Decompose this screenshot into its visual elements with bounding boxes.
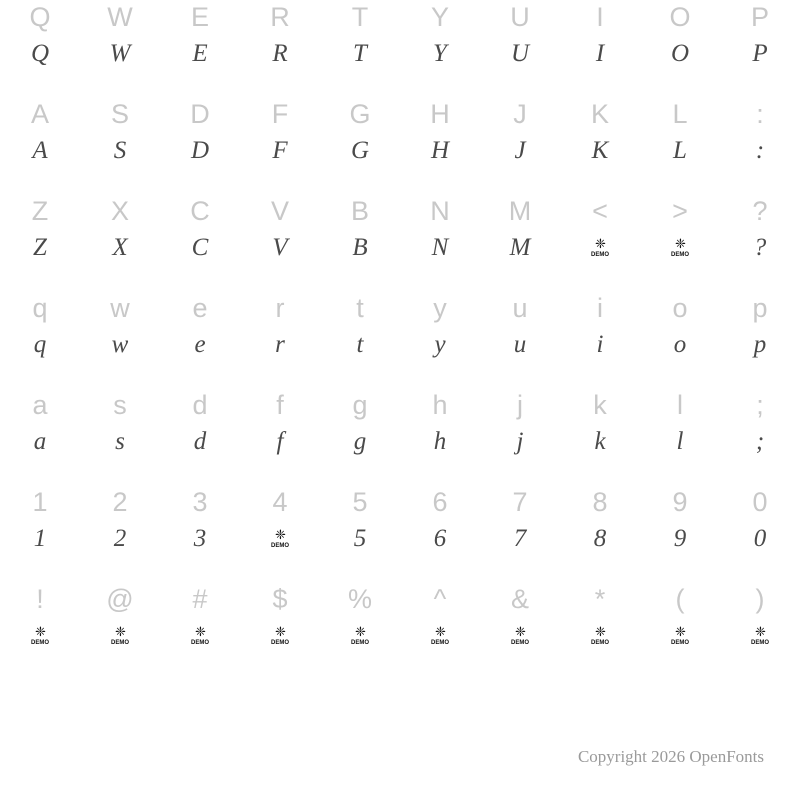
sample-character: o [673, 331, 687, 358]
glyph-cell [240, 0, 320, 97]
sample-character: p [753, 331, 767, 358]
sample-character: s [115, 428, 125, 455]
flower-icon: ❈ [595, 236, 605, 251]
sample-character: t [356, 331, 364, 358]
sample-character: P [752, 40, 768, 67]
glyph-cell [0, 0, 80, 97]
glyph-cell [400, 97, 480, 194]
sample-character: 1 [33, 525, 47, 552]
sample-character: T [353, 40, 367, 67]
glyph-cell [320, 291, 400, 388]
key-character: Z [31, 196, 49, 226]
glyph-cell [400, 485, 480, 582]
demo-label: DEMO [511, 640, 529, 646]
key-character: $ [272, 584, 288, 614]
key-character: K [590, 99, 609, 129]
key-character: V [270, 196, 289, 226]
demo-watermark [560, 624, 640, 647]
key-character: A [30, 99, 49, 129]
key-character: I [596, 2, 604, 32]
key-character: G [349, 99, 371, 129]
key-character: B [350, 196, 369, 226]
glyph-cell [720, 582, 800, 679]
glyph-cell [160, 485, 240, 582]
demo-watermark [160, 624, 240, 647]
glyph-cell [480, 0, 560, 97]
glyph-cell [640, 291, 720, 388]
key-character: ? [752, 196, 768, 226]
demo-label: DEMO [591, 640, 609, 646]
key-character: 3 [192, 487, 208, 517]
glyph-cell [720, 485, 800, 582]
glyph-cell [640, 388, 720, 485]
demo-label: DEMO [671, 640, 689, 646]
sample-character: J [514, 137, 526, 164]
glyph-cell [560, 582, 640, 679]
key-character: E [190, 2, 209, 32]
sample-character: i [596, 331, 604, 358]
glyph-cell [400, 291, 480, 388]
glyph-cell [640, 582, 720, 679]
sample-character: f [276, 428, 284, 455]
key-character: D [190, 99, 210, 129]
key-character: 1 [32, 487, 48, 517]
flower-icon: ❈ [195, 624, 205, 639]
key-character: ! [36, 584, 44, 614]
flower-icon: ❈ [275, 527, 285, 542]
glyph-cell [480, 388, 560, 485]
flower-icon: ❈ [115, 624, 125, 639]
key-character: J [513, 99, 527, 129]
key-character: t [356, 293, 364, 323]
glyph-cell [400, 582, 480, 679]
key-character: Y [430, 2, 449, 32]
key-character: H [430, 99, 450, 129]
sample-character: r [275, 331, 285, 358]
glyph-cell [80, 582, 160, 679]
demo-label: DEMO [431, 640, 449, 646]
sample-character: M [509, 234, 531, 261]
glyph-cell [320, 0, 400, 97]
demo-watermark [640, 624, 720, 647]
glyph-cell [240, 97, 320, 194]
key-character: R [270, 2, 290, 32]
glyph-cell [0, 582, 80, 679]
key-character: < [592, 196, 608, 226]
flower-icon: ❈ [275, 624, 285, 639]
demo-watermark [480, 624, 560, 647]
key-character: X [110, 196, 129, 226]
key-character: T [351, 2, 369, 32]
key-character: 7 [512, 487, 528, 517]
glyph-cell [720, 388, 800, 485]
glyph-cell [480, 194, 560, 291]
demo-label: DEMO [591, 252, 609, 258]
sample-character: e [194, 331, 206, 358]
glyph-cell [240, 485, 320, 582]
glyph-cell [160, 97, 240, 194]
glyph-cell [80, 97, 160, 194]
key-character: O [669, 2, 691, 32]
key-character: j [517, 390, 523, 420]
glyph-cell [0, 97, 80, 194]
demo-watermark [640, 236, 720, 259]
glyph-cell [0, 485, 80, 582]
glyph-cell [160, 194, 240, 291]
key-character: % [347, 584, 372, 614]
glyph-cell [320, 582, 400, 679]
flower-icon: ❈ [35, 624, 45, 639]
flower-icon: ❈ [595, 624, 605, 639]
sample-character: 2 [113, 525, 127, 552]
key-character: e [192, 293, 208, 323]
key-character: 5 [352, 487, 368, 517]
flower-icon: ❈ [355, 624, 365, 639]
sample-character: F [272, 137, 288, 164]
sample-character: G [350, 137, 370, 164]
sample-character: g [353, 428, 367, 455]
glyph-cell [720, 291, 800, 388]
glyph-cell [0, 194, 80, 291]
key-character: a [32, 390, 48, 420]
demo-label: DEMO [271, 543, 289, 549]
flower-icon: ❈ [755, 624, 765, 639]
sample-character: 0 [753, 525, 767, 552]
glyph-cell [640, 0, 720, 97]
glyph-cell [80, 291, 160, 388]
glyph-cell [560, 0, 640, 97]
glyph-cell [320, 388, 400, 485]
demo-label: DEMO [191, 640, 209, 646]
sample-character: Y [433, 40, 447, 67]
sample-character: B [352, 234, 368, 261]
key-character: y [433, 293, 447, 323]
glyph-cell [0, 388, 80, 485]
sample-character: C [191, 234, 209, 261]
sample-character: 7 [513, 525, 527, 552]
glyph-cell [720, 0, 800, 97]
sample-character: 8 [593, 525, 607, 552]
sample-character: Z [33, 234, 47, 261]
key-character: : [756, 99, 764, 129]
key-character: ; [756, 390, 764, 420]
sample-character: L [673, 137, 687, 164]
glyph-cell [480, 582, 560, 679]
glyph-cell [80, 0, 160, 97]
key-character: * [594, 584, 606, 614]
key-character: U [510, 2, 530, 32]
key-character: > [672, 196, 688, 226]
key-character: C [190, 196, 210, 226]
glyph-cell [240, 582, 320, 679]
sample-character: S [113, 137, 127, 164]
key-character: 9 [672, 487, 688, 517]
glyph-cell [560, 291, 640, 388]
glyph-cell [240, 291, 320, 388]
sample-character: 5 [353, 525, 367, 552]
sample-character: w [111, 331, 129, 358]
glyph-cell [560, 388, 640, 485]
glyph-cell [80, 194, 160, 291]
glyph-cell [320, 97, 400, 194]
sample-character: E [192, 40, 208, 67]
glyph-cell [160, 582, 240, 679]
sample-character: d [193, 428, 207, 455]
sample-character: a [33, 428, 47, 455]
glyph-cell [400, 0, 480, 97]
sample-character: W [109, 40, 131, 67]
flower-icon: ❈ [675, 236, 685, 251]
glyph-cell [240, 388, 320, 485]
key-character: N [430, 196, 450, 226]
demo-watermark [240, 624, 320, 647]
demo-watermark [720, 624, 800, 647]
glyph-cell [240, 194, 320, 291]
key-character: 8 [592, 487, 608, 517]
glyph-cell [160, 291, 240, 388]
key-character: S [110, 99, 129, 129]
sample-character: U [510, 40, 530, 67]
sample-character: ? [753, 234, 767, 261]
sample-character: h [433, 428, 447, 455]
key-character: f [276, 390, 284, 420]
glyph-cell [160, 0, 240, 97]
flower-icon: ❈ [435, 624, 445, 639]
glyph-cell [560, 194, 640, 291]
demo-label: DEMO [31, 640, 49, 646]
demo-label: DEMO [111, 640, 129, 646]
key-character: q [32, 293, 48, 323]
key-character: 2 [112, 487, 128, 517]
key-character: L [672, 99, 688, 129]
key-character: d [192, 390, 208, 420]
sample-character: j [516, 428, 524, 455]
glyph-cell [400, 388, 480, 485]
demo-label: DEMO [751, 640, 769, 646]
glyph-cell [320, 194, 400, 291]
key-character: W [107, 2, 133, 32]
glyph-cell [640, 97, 720, 194]
key-character: ) [755, 584, 765, 614]
sample-character: D [190, 137, 210, 164]
sample-character: 3 [193, 525, 207, 552]
key-character: i [597, 293, 603, 323]
demo-label: DEMO [271, 640, 289, 646]
key-character: s [113, 390, 127, 420]
key-character: o [672, 293, 688, 323]
demo-watermark [240, 527, 320, 550]
key-character: h [432, 390, 448, 420]
demo-watermark [320, 624, 400, 647]
glyph-cell [400, 194, 480, 291]
key-character: 6 [432, 487, 448, 517]
key-character: 4 [272, 487, 288, 517]
glyph-cell [640, 194, 720, 291]
glyph-cell [720, 194, 800, 291]
glyph-cell [720, 97, 800, 194]
key-character: ^ [433, 584, 447, 614]
sample-character: N [431, 234, 449, 261]
glyph-cell [560, 485, 640, 582]
key-character: M [508, 196, 532, 226]
sample-character: O [670, 40, 690, 67]
sample-character: ; [755, 428, 765, 455]
sample-character: A [32, 137, 48, 164]
key-character: ( [675, 584, 685, 614]
key-character: u [512, 293, 528, 323]
glyph-cell [480, 485, 560, 582]
glyph-cell [480, 97, 560, 194]
demo-watermark [400, 624, 480, 647]
sample-character: V [272, 234, 288, 261]
key-character: 0 [752, 487, 768, 517]
copyright-notice: Copyright 2026 OpenFonts [577, 747, 764, 766]
demo-watermark [560, 236, 640, 259]
key-character: & [510, 584, 529, 614]
sample-character: q [33, 331, 47, 358]
demo-label: DEMO [351, 640, 369, 646]
key-character: k [593, 390, 607, 420]
glyph-cell [80, 485, 160, 582]
key-character: Q [29, 2, 51, 32]
key-character: l [677, 390, 683, 420]
sample-character: k [594, 428, 606, 455]
glyph-cell [80, 388, 160, 485]
demo-watermark [80, 624, 160, 647]
sample-character: Q [30, 40, 50, 67]
key-character: P [750, 2, 769, 32]
sample-character: H [430, 137, 450, 164]
sample-character: l [676, 428, 684, 455]
sample-character: R [272, 40, 288, 67]
flower-icon: ❈ [515, 624, 525, 639]
glyph-cell [320, 485, 400, 582]
flower-icon: ❈ [675, 624, 685, 639]
sample-character: K [591, 137, 609, 164]
sample-character: 6 [433, 525, 447, 552]
key-character: w [110, 293, 130, 323]
key-character: p [752, 293, 768, 323]
demo-watermark [0, 624, 80, 647]
glyph-cell [0, 291, 80, 388]
key-character: r [275, 293, 285, 323]
sample-character: : [755, 137, 765, 164]
demo-label: DEMO [671, 252, 689, 258]
key-character: # [192, 584, 208, 614]
glyph-cell [560, 97, 640, 194]
sample-character: y [434, 331, 446, 358]
key-character: g [352, 390, 368, 420]
glyph-cell [640, 485, 720, 582]
sample-character: X [112, 234, 128, 261]
key-character: @ [106, 584, 134, 614]
glyph-cell [480, 291, 560, 388]
glyph-cell [160, 388, 240, 485]
sample-character: u [513, 331, 527, 358]
sample-character: 9 [673, 525, 687, 552]
key-character: F [271, 99, 289, 129]
sample-character: I [595, 40, 605, 67]
